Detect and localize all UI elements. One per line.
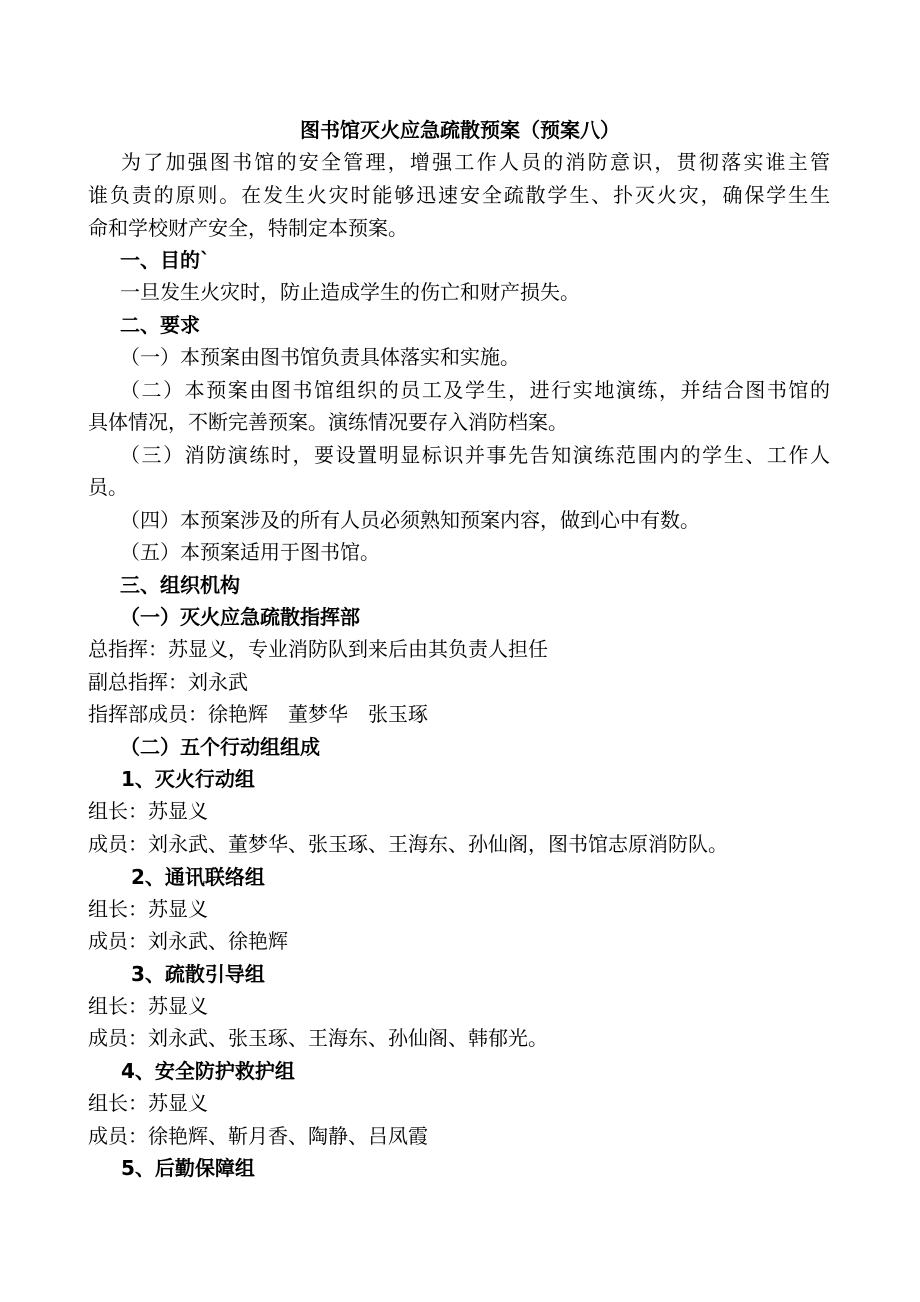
- group-5-name: 5、后勤保障组: [121, 1156, 255, 1180]
- section2-item-1: （一）本预案由图书馆负责具体落实和实施。: [120, 345, 520, 369]
- group-1-name: 1、灭火行动组: [121, 767, 255, 791]
- group-1-members: 成员：刘永武、董梦华、张玉琢、王海东、孙仙阁，图书馆志原消防队。: [88, 832, 728, 856]
- group-3-name: 3、疏散引导组: [131, 962, 265, 986]
- section1-body: 一旦发生火灾时，防止造成学生的伤亡和财产损失。: [120, 280, 580, 304]
- intro-line-1: 为了加强图书馆的安全管理，增强工作人员的消防意识，贯彻落实谁主管: [121, 150, 830, 174]
- group-4-leader: 组长：苏显义: [88, 1091, 208, 1115]
- intro-line-3: 命和学校财产安全，特制定本预案。: [88, 216, 408, 240]
- document-title: 图书馆灭火应急疏散预案（预案八）: [300, 118, 620, 142]
- group-4-members: 成员：徐艳辉、靳月香、陶静、吕凤霞: [88, 1124, 428, 1148]
- commander-line: 总指挥：苏显义，专业消防队到来后由其负责人担任: [88, 637, 548, 661]
- section2-item-2-cont: 具体情况，不断完善预案。演练情况要存入消防档案。: [88, 410, 568, 434]
- section2-item-3: （三）消防演练时，要设置明显标识并事先告知演练范围内的学生、工作人: [120, 443, 830, 467]
- group-3-leader: 组长：苏显义: [88, 994, 208, 1018]
- command-members-line: 指挥部成员：徐艳辉 董梦华 张玉琢: [88, 702, 428, 726]
- section3-sub1-heading: （一）灭火应急疏散指挥部: [120, 605, 360, 629]
- section3-heading: 三、组织机构: [120, 573, 240, 597]
- section2-item-4: （四）本预案涉及的所有人员必须熟知预案内容，做到心中有数。: [120, 508, 700, 532]
- section3-sub2-heading: （二）五个行动组组成: [120, 735, 320, 759]
- section2-item-3-cont: 员。: [88, 475, 128, 499]
- section2-heading: 二、要求: [120, 313, 200, 337]
- section2-item-5: （五）本预案适用于图书馆。: [120, 540, 380, 564]
- group-1-leader: 组长：苏显义: [88, 799, 208, 823]
- section2-item-2: （二）本预案由图书馆组织的员工及学生，进行实地演练，并结合图书馆的: [120, 378, 830, 402]
- group-2-leader: 组长：苏显义: [88, 897, 208, 921]
- intro-line-2: 谁负责的原则。在发生火灾时能够迅速安全疏散学生、扑灭火灾，确保学生生: [88, 183, 830, 207]
- group-4-name: 4、安全防护救护组: [121, 1059, 295, 1083]
- deputy-commander-line: 副总指挥：刘永武: [88, 670, 248, 694]
- group-2-name: 2、通讯联络组: [131, 865, 265, 889]
- group-3-members: 成员：刘永武、张玉琢、王海东、孙仙阁、韩郁光。: [88, 1026, 548, 1050]
- section1-heading: 一、目的`: [120, 248, 210, 272]
- group-2-members: 成员：刘永武、徐艳辉: [88, 929, 288, 953]
